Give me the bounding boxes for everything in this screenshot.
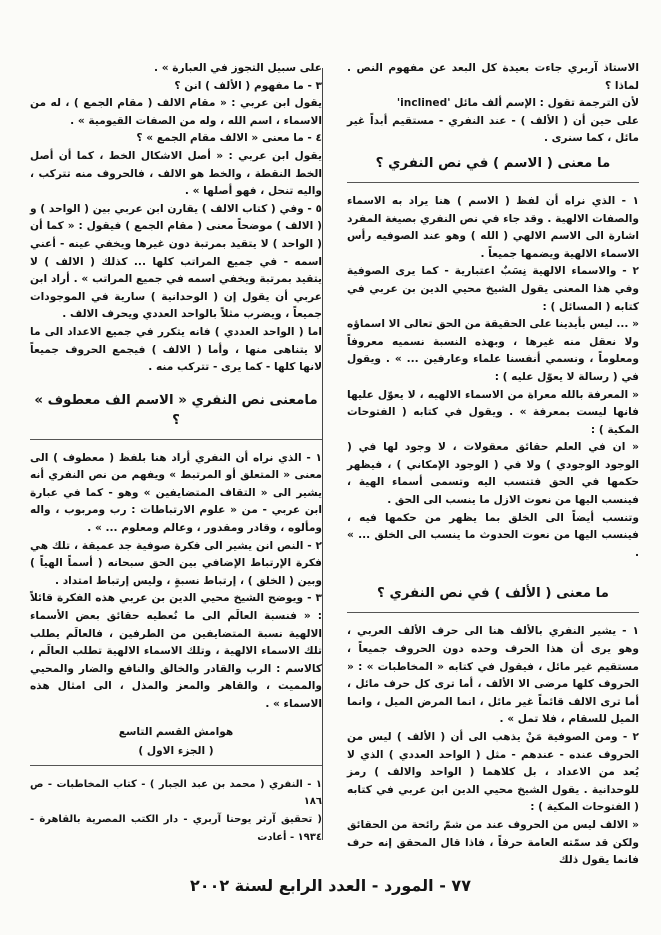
- section-heading: ما معنى ( الاسم ) في نص النفري ؟: [375, 155, 611, 171]
- notes-rule: [30, 765, 322, 766]
- paragraph: ٤ - ما معنى « الالف مقام الجمع » ؟: [136, 132, 322, 145]
- heading-rule: [347, 182, 639, 183]
- notes-subtitle: ( الجزء الاول ): [138, 745, 214, 758]
- footnote: ١ - النفري ( محمد بن عبد الجبار ) - كتاب المخاطبات - ص ١٨٦: [30, 778, 322, 808]
- paragraph: الاستاذ آربري جاءت بعيدة كل البعد عن مفهوم النص . لماذا ؟: [347, 62, 639, 92]
- quote-paragraph: « المعرفة بالله معراة من الاسماء الالهيه ، لا يعوّل عليها فانها ليست بمعرفة » . ويقول في كتابه ( الفتوحات المكية ) :: [347, 388, 639, 436]
- paragraph: ٣ - ما مفهوم ( الألف ) انن ؟: [174, 79, 322, 92]
- paragraph: لأن الترجمة تقول : الإسم ألف مائل 'inclined': [396, 97, 639, 110]
- page-footer: ٧٧ - المورد - العدد الرابع لسنة ٢٠٠٢: [190, 876, 471, 895]
- quote-paragraph: « ... ليس بأيدينا على الحقيقة من الحق تعالى الا اسماؤه ولا نعقل منه غيرها ، وبهذه النسبة نسميه معروفاً ومعلوماً ، ونسمي أنفسنا علماء وعارفين ... » . ويقول في ( رسالة لا يعوّل عليه ) :: [347, 318, 639, 383]
- page-number: ٧٧: [451, 876, 471, 895]
- paragraph: على حين أن ( الألف ) - عند النفري - مستقيم أبداً غير مائل ، كما سنرى .: [347, 114, 639, 145]
- right-column: [347, 60, 639, 870]
- paragraph: يقول ابن عربي : « أصل الاشكال الخط ، كما أن أصل الخط النقطة ، والخط هو الالف ، فالحروف منه تتركب ، واليه تنحل ، فهو أصلها » .: [30, 149, 322, 198]
- journal-issue: المورد - العدد الرابع لسنة ٢٠٠٢: [190, 876, 434, 895]
- quote-paragraph: « ان في العلم حقائق معقولات ، لا وجود لها في ( الوجود الوجودي ) ولا في ( الوجود الإمكاني ) ، فيظهر حكمها في الحق فتنسب اليه وتسمى أسماء الهية ، فينسب اليها من نعوت الازل ما ينسب الى الحق .: [347, 441, 639, 507]
- paragraph: على سبيل التجوز في العبارة » .: [153, 62, 322, 74]
- section-heading: مامعنى نص النفري « الاسم الف معطوف » ؟: [34, 392, 318, 428]
- paragraph: اما ( الواحد العددي ) فانه يتكرر في جميع الاعداد الى ما لا يتناهى منها ، وأما ( الالف ) فيجمع الحروف جميعاً لانها كلها - كما يرى - تتركب منه .: [30, 325, 322, 374]
- column-divider: [322, 68, 323, 840]
- paragraph: يقول ابن عربي : « مقام الالف ( مقام الجمع ) ، له من الاسماء ، اسم الله ، وله من الصفات القيومية » .: [30, 97, 322, 127]
- paragraph: ٢ - والاسماء الالهية نِسَبٌ اعتبارية - كما يرى الصوفية وفي هذا المعنى يقول الشيخ محيي الدين بن عربي في كتابه ( المسائل ) :: [347, 265, 639, 313]
- paragraph: ٥ - وفي ( كتاب الالف ) يقارن ابن عربي بين ( الواحد ) و ( الالف ) موضحاً معنى ( مقام الجمع ) فيقول : « كما أن ( الواحد ) لا يتقيد بمرتبة دون غيرها ويخفي عينه - أعني اسمه - في جميع المراتب كلها ... كذلك ( الالف ) لا يتقيد بمرتبة ويخفي اسمه في جميع المراتب » . أراد ابن عربي أن يقول إن ( الوحدانية ) سارية في الموجودات جميعاً ، ويضرب مثلاً بالواحد العددي ويحرف الالف .: [30, 202, 322, 321]
- quote-paragraph: « الالف ليس من الحروف عند من شمّ رائحة من الحقائق ولكن قد سمّته العامة حرفاً ، فاذا قال المحقق إنه حرف فانما يقول ذلك: [347, 818, 639, 867]
- paragraph: ١ - الذي نراه أن لفظ ( الاسم ) هنا يراد به الاسماء والصفات الالهية . وقد جاء في نص النفري بصيغة المفرد اشارة الى الاسم الالهي ( الله ) وهو عند الصوفيه رأس الاسماء الالهية ويضمها جميعاً .: [347, 194, 639, 260]
- paragraph: ٢ - النص انن يشير الى فكرة صوفية جد عميقة ، تلك هي فكرة الإرتباط الإضافي بين الحق سبحانه ( أسماً الهياً ) وبين ( الخلق ) ، إرتباط نسبةٍ ، وليس إرتباط امتداد .: [30, 539, 322, 587]
- paragraph: ٣ - ويوضح الشيخ محيي الدين بن عربي هذه الفكرة قائلاً : « فنسبة العالَم الى ما نُعطيه حقائق بعض الأسماء الالهية نسبة المتضايفين من الطرفين ، فالعالَم يطلب تلك الاسماء الالهية ، وتلك الاسماء الالهية تطلب العالَم ، كالاسم : الرب والقادر والخالق والنافع والضار والمحيي والمميت ، والقاهر والمعز والمذل ، الى امثال هذه الاسماء » .: [30, 592, 322, 710]
- paragraph: ١ - يشير النفري بالألف هنا الى حرف الألف العربي ، وهو يرى أن هذا الحرف وحده دون الحروف جميعاً ، مستقيم غير مائل ، فيقول في كتابه « المخاطبات » : « الحروف كلها مرضى الا الألف ، أما ترى كل حرف مائل ، أما ترى الالف قائماً غير مائل ، انما المرض الميل ، وانما الميل للسقام ، فلا تمل » .: [347, 625, 639, 726]
- section-heading: ما معنى ( الألف ) في نص النفري ؟: [377, 586, 609, 602]
- footnote: ( تحقيق آرثر يوحنا آربري - دار الكتب المصرية بالقاهرة - ١٩٣٤ - أعادت: [30, 813, 322, 843]
- quote-paragraph: وتنسب أيضاً الى الخلق بما يظهر من حكمها فيه ، فينسب اليها من نعوت الحدوث ما ينسب الى الخلق ... » .: [347, 511, 639, 559]
- paragraph: ١ - الذي نراه أن النفري أراد هنا بلفظ ( معطوف ) الى معنى « المتعلق أو المرتبط » ويفهم من نص النفري أنه يشير الى « التقاف المتضايفين » وهو - كما في عبارة ابن عربي - من « علوم الارتباطات : رب ومربوب ، واله ومألوه ، وقادر ومقدور ، وعالم ومعلوم ... » .: [30, 451, 322, 535]
- left-column: [30, 60, 322, 846]
- heading-rule: [347, 612, 639, 613]
- paragraph: ٢ - ومن الصوفية مَنْ يذهب الى أن ( الألف ) ليس من الحروف عنده - عندهم - مثل ( الواحد العددي ) الذي لا يُعد من الاعداد ، بل كلاهما ( الواحد والالف ) رمز للوحدانية . يقول الشيخ محيي الدين ابن عربي في كتابه ( الفتوحات المكية ) :: [347, 731, 639, 814]
- heading-rule: [30, 439, 322, 440]
- notes-title: هوامش القسم التاسع: [118, 725, 234, 738]
